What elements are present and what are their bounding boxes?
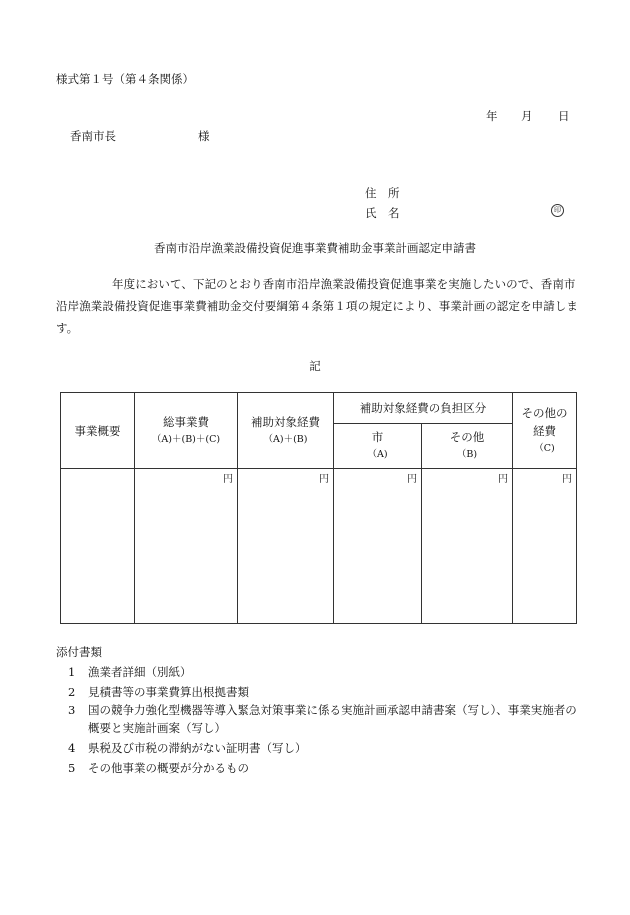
- unit-label: 円: [562, 474, 572, 485]
- list-item: 2 見積書等の事業費算出根拠書類: [68, 685, 249, 699]
- list-item: 4 県税及び市税の滞納がない証明書（写し）: [68, 741, 307, 755]
- date-day-label: 日: [558, 109, 570, 123]
- date-year-label: 年: [486, 109, 498, 123]
- cost-table: [60, 392, 577, 624]
- list-item: 1 漁業者詳細（別紙）: [68, 665, 192, 679]
- cell-city[interactable]: [334, 469, 422, 624]
- unit-label: 円: [223, 474, 233, 485]
- addressee-honorific: 様: [198, 129, 210, 143]
- address-label: 住 所: [365, 186, 400, 200]
- header-other-cost: その他の 経費 （C): [513, 393, 577, 469]
- unit-label: 円: [319, 474, 329, 485]
- header-overview: 事業概要: [61, 393, 135, 469]
- document-title: 香南市沿岸漁業設備投資促進事業費補助金事業計画認定申請書: [154, 241, 476, 255]
- header-city: 市 （A): [334, 424, 422, 469]
- list-item-continuation: 概要と実施計画案（写し）: [88, 721, 226, 735]
- cell-eligible-cost[interactable]: [238, 469, 334, 624]
- cell-other-cost[interactable]: [513, 469, 577, 624]
- unit-label: 円: [498, 474, 508, 485]
- addressee-name: 香南市長: [70, 129, 116, 143]
- cell-overview[interactable]: [61, 469, 135, 624]
- ki-heading: 記: [309, 359, 321, 373]
- header-burden-division: 補助対象経費の負担区分: [334, 393, 513, 424]
- header-eligible-cost: 補助対象経費 （A)＋(B): [238, 393, 334, 469]
- header-total-cost: 総事業費 （A)＋(B)＋(C): [135, 393, 238, 469]
- form-number: 様式第１号（第４条関係）: [56, 72, 194, 86]
- name-label: 氏 名: [365, 206, 400, 220]
- cell-other[interactable]: [422, 469, 513, 624]
- unit-label: 円: [407, 474, 417, 485]
- attachments-heading: 添付書類: [56, 645, 102, 659]
- seal-icon: 印: [551, 204, 564, 217]
- date-month-label: 月: [521, 109, 533, 123]
- application-body: 年度において、下記のとおり香南市沿岸漁業設備投資促進事業を実施したいので、香南市沿岸漁業設備投資促進事業費補助金交付要綱第４条第１項の規定により、事業計画の認定を申請します。: [56, 277, 578, 335]
- list-item: 3 国の競争力強化型機器等導入緊急対策事業に係る実施計画承認申請書案（写し）、事業実施者の: [68, 703, 577, 717]
- list-item: 5 その他事業の概要が分かるもの: [68, 761, 249, 775]
- addressee: [70, 128, 210, 144]
- cell-total-cost[interactable]: [135, 469, 238, 624]
- header-other: その他 （B): [422, 424, 513, 469]
